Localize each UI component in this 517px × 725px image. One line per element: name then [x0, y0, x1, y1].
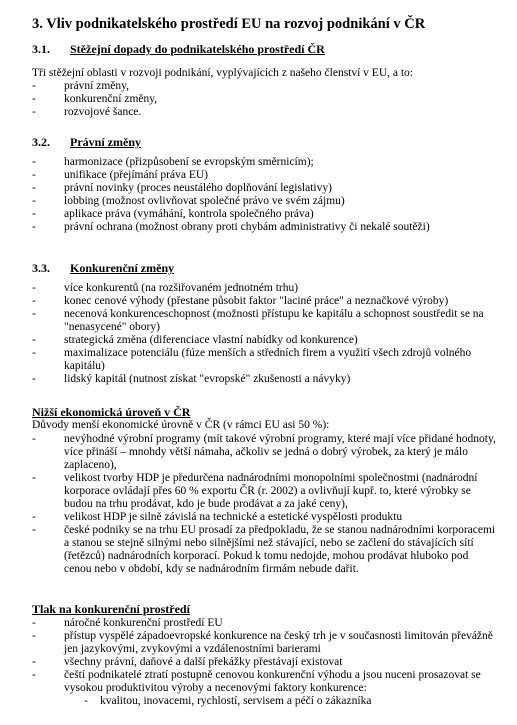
- subsection-title-lower-economic-level: Nižší ekonomická úroveň v ČR: [32, 405, 191, 419]
- list-item: - unifikace (přejímání práva EU): [32, 169, 209, 181]
- subsection-title-competitive-pressure: Tlak na konkurenční prostředí: [32, 602, 190, 616]
- sub-bullet-list-pressure: [84, 695, 484, 708]
- section-title: Stěžejní dopady do podnikatelského prostředí ČR: [70, 42, 325, 56]
- section-heading-3-3: [32, 262, 174, 275]
- dash-bullet: -: [32, 524, 36, 536]
- list-item: - právní ochrana (možnost obrany proti chybám administrativy či nekalé soutěži): [32, 221, 430, 233]
- dash-bullet: -: [32, 208, 36, 220]
- dash-bullet: -: [32, 156, 36, 168]
- dash-bullet: -: [32, 169, 36, 181]
- section-title: Konkurenční změny: [70, 261, 175, 275]
- dash-bullet: -: [32, 669, 36, 681]
- section-intro: Tři stěžejní oblasti v rozvoji podnikání, vyplývajících z našeho členství v EU, a to:: [32, 67, 414, 79]
- dash-bullet: -: [32, 282, 36, 294]
- dash-bullet: -: [32, 630, 36, 642]
- chapter-heading: 3. Vliv podnikatelského prostředí EU na rozvoj podnikání v ČR: [32, 16, 426, 32]
- dash-bullet: -: [32, 656, 36, 668]
- list-item: - více konkurentů (na rozšiřovaném jednotném trhu): [32, 282, 299, 294]
- list-item: - velikost HDP je silně závislá na technické a estetické vyspělosti produktu: [32, 511, 403, 523]
- dash-bullet: -: [32, 511, 36, 523]
- bullet-list-pressure: [32, 617, 497, 695]
- list-item: - aplikace práva (vymáhání, kontrola společného práva): [32, 208, 314, 220]
- list-item: - maximalizace potenciálu (fúze menších a středních firem a využití všech zdrojů volného kapitálu): [32, 347, 472, 372]
- section-number: 3.2.: [32, 135, 50, 149]
- dash-bullet: -: [32, 106, 36, 118]
- bullet-list-lower-level: [32, 433, 497, 576]
- section-number: 3.3.: [32, 261, 50, 275]
- dash-bullet: -: [32, 93, 36, 105]
- list-item: - harmonizace (přizpůsobení se evropským směrnicím);: [32, 156, 314, 168]
- dash-bullet: -: [32, 221, 36, 233]
- section-heading-3-1: [32, 43, 325, 56]
- bullet-list-3-3: [32, 282, 497, 386]
- list-item: - nevýhodné výrobní programy (mít takové výrobní programy, které mají více přidané hodnoty, více přináší – mnohdy větší námaha, ačkoliv se jedná o dobrý výrobek, za který je málo zaplaceno),: [32, 433, 496, 471]
- list-item: - čeští podnikatelé ztratí postupně cenovou konkurenční výhodu a jsou nuceni prosazovat se vysokou produktivitou výroby a necenovými faktory konkurence:: [32, 669, 481, 694]
- list-item: - konec cenové výhody (přestane působit faktor "laciné práce" a neznačkové výroby): [32, 295, 449, 307]
- dash-bullet: -: [32, 334, 36, 346]
- dash-bullet: -: [32, 373, 36, 385]
- list-item: - necenová konkurenceschopnost (možnosti přístupu ke kapitálu a schopnost soustředit se na "nenasycené" obory): [32, 308, 484, 333]
- list-item: - lidský kapitál (nutnost získat "evropské" zkušenosti a návyky): [32, 373, 351, 385]
- dash-bullet: -: [32, 433, 36, 445]
- bullet-list-3-2: [32, 156, 497, 234]
- list-item: - strategická změna (diferenciace vlastní nabídky od konkurence): [32, 334, 358, 346]
- section-heading-3-2: [32, 136, 141, 149]
- list-item: - právní novinky (proces neustálého doplňování legislativy): [32, 182, 332, 194]
- dash-bullet: -: [84, 695, 88, 707]
- list-item: - české podniky se na trhu EU prosadí za předpokladu, že se stanou nadnárodními korporacemi a stanou se stejně silnými nebo silnějšími než stávající, nebo se začlení do stávajících sítí (řetězců) nadnárodních korporací. Pokud k tomu nedojde, mohou prodávat hluboko pod cenou nebo v období, kdy se nadnárodním firmám nebude dařit.: [32, 524, 496, 575]
- dash-bullet: -: [32, 308, 36, 320]
- list-item: - rozvojové šance.: [32, 106, 142, 118]
- section-number: 3.1.: [32, 42, 50, 56]
- list-item: - kvalitou, inovacemi, rychlostí, servisem a péčí o zákazníka: [84, 695, 372, 707]
- dash-bullet: -: [32, 182, 36, 194]
- list-item: - náročné konkurenční prostředí EU: [32, 617, 223, 629]
- section-title: Právní změny: [70, 135, 141, 149]
- subsection-intro: Důvody menší ekonomické úrovně v ČR (v rámci EU asi 50 %):: [32, 419, 330, 431]
- list-item: - konkurenční změny,: [32, 93, 158, 105]
- dash-bullet: -: [32, 472, 36, 484]
- dash-bullet: -: [32, 347, 36, 359]
- dash-bullet: -: [32, 617, 36, 629]
- list-item: - přístup vyspělé západoevropské konkurence na český trh je v současnosti limitován převážně jen jazykovými, zvykovými a vzdálenostními barierami: [32, 630, 493, 655]
- list-item: - velikost tvorby HDP je předurčena nadnárodními monopolními společnostmi (nadnárodní korporace ovládají přes 60 % exportu ČR (r. 2002) a ovlivňují kupř. to, které výrobky se budou na trhu prodávat, kdo je bude prodávat a za jaké ceny),: [32, 472, 478, 510]
- dash-bullet: -: [32, 195, 36, 207]
- list-item: - všechny právní, daňové a další překážky přestávají existovat: [32, 656, 343, 668]
- dash-bullet: -: [32, 80, 36, 92]
- list-item: - lobbing (možnost ovlivňovat společné právo ve svém zájmu): [32, 195, 345, 207]
- bullet-list-3-1: [32, 80, 332, 119]
- dash-bullet: -: [32, 295, 36, 307]
- list-item: - právní změny,: [32, 80, 130, 92]
